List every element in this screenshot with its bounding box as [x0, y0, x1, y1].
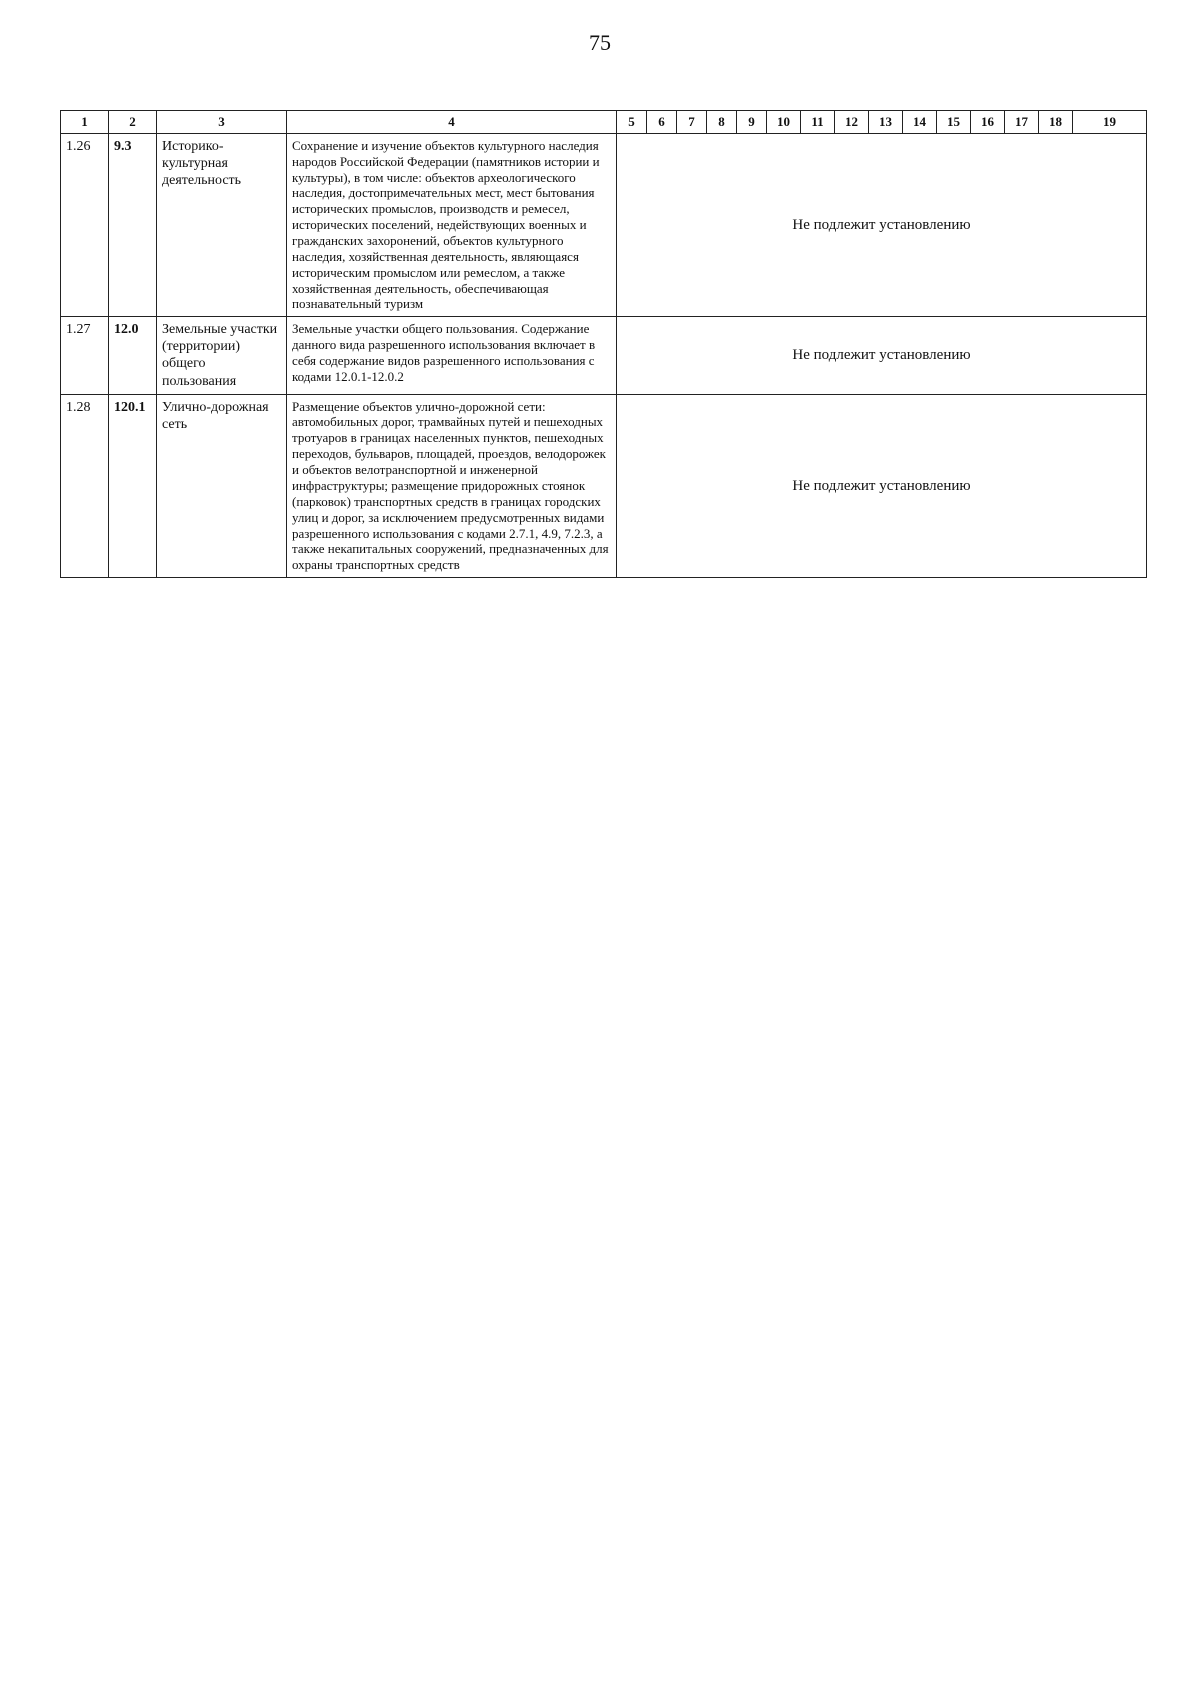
row-number: 1.26: [61, 133, 109, 316]
table-row: [61, 133, 1147, 316]
use-code: 9.3: [109, 133, 157, 316]
use-name: Историко-культурная деятельность: [157, 133, 287, 316]
use-name: Земельные участки (территории) общего пользования: [157, 317, 287, 394]
not-applicable-note: Не подлежит установлению: [617, 133, 1147, 316]
column-number-7: 7: [677, 111, 707, 134]
not-applicable-note: Не подлежит установлению: [617, 317, 1147, 394]
use-description: Сохранение и изучение объектов культурного наследия народов Российской Федерации (памятников истории и культуры), в том числе: объектов археологического наследия, достопримечательных мест, мест бытования исторических промыслов, производств и ремесел, исторических поселений, недействующих военных и гражданских захоронений, объектов культурного наследия, хозяйственная деятельность, являющаяся историческим промыслом или ремеслом, а также хозяйственная деятельность, обеспечивающая познавательный туризм: [287, 133, 617, 316]
column-number-12: 12: [835, 111, 869, 134]
table-row: [61, 394, 1147, 577]
column-number-2: 2: [109, 111, 157, 134]
not-applicable-note: Не подлежит установлению: [617, 394, 1147, 577]
page-number: 75: [589, 30, 611, 55]
column-number-9: 9: [737, 111, 767, 134]
use-description: Земельные участки общего пользования. Содержание данного вида разрешенного использования включает в себя содержание видов разрешенного использования с кодами 12.0.1-12.0.2: [287, 317, 617, 394]
column-number-19: 19: [1073, 111, 1147, 134]
use-description: Размещение объектов улично-дорожной сети: автомобильных дорог, трамвайных путей и пешеходных тротуаров в границах населенных пунктов, пешеходных переходов, бульваров, площадей, проездов, велодорожек и объектов велотранспортной и инженерной инфраструктуры; размещение придорожных стоянок (парковок) транспортных средств в границах городских улиц и дорог, за исключением предусмотренных видами разрешенного использования с кодами 2.7.1, 4.9, 7.2.3, а также некапитальных сооружений, предназначенных для охраны транспортных средств: [287, 394, 617, 577]
column-number-10: 10: [767, 111, 801, 134]
column-number-4: 4: [287, 111, 617, 134]
use-name: Улично-дорожная сеть: [157, 394, 287, 577]
column-number-16: 16: [971, 111, 1005, 134]
column-number-row: [61, 111, 1147, 134]
row-number: 1.27: [61, 317, 109, 394]
column-number-11: 11: [801, 111, 835, 134]
column-number-1: 1: [61, 111, 109, 134]
column-number-15: 15: [937, 111, 971, 134]
row-number: 1.28: [61, 394, 109, 577]
column-number-13: 13: [869, 111, 903, 134]
use-code: 12.0: [109, 317, 157, 394]
column-number-5: 5: [617, 111, 647, 134]
regulations-table-container: [60, 110, 1140, 578]
regulations-table: [60, 110, 1147, 578]
use-code: 120.1: [109, 394, 157, 577]
column-number-6: 6: [647, 111, 677, 134]
column-number-3: 3: [157, 111, 287, 134]
column-number-14: 14: [903, 111, 937, 134]
column-number-8: 8: [707, 111, 737, 134]
column-number-18: 18: [1039, 111, 1073, 134]
column-number-17: 17: [1005, 111, 1039, 134]
table-row: [61, 317, 1147, 394]
